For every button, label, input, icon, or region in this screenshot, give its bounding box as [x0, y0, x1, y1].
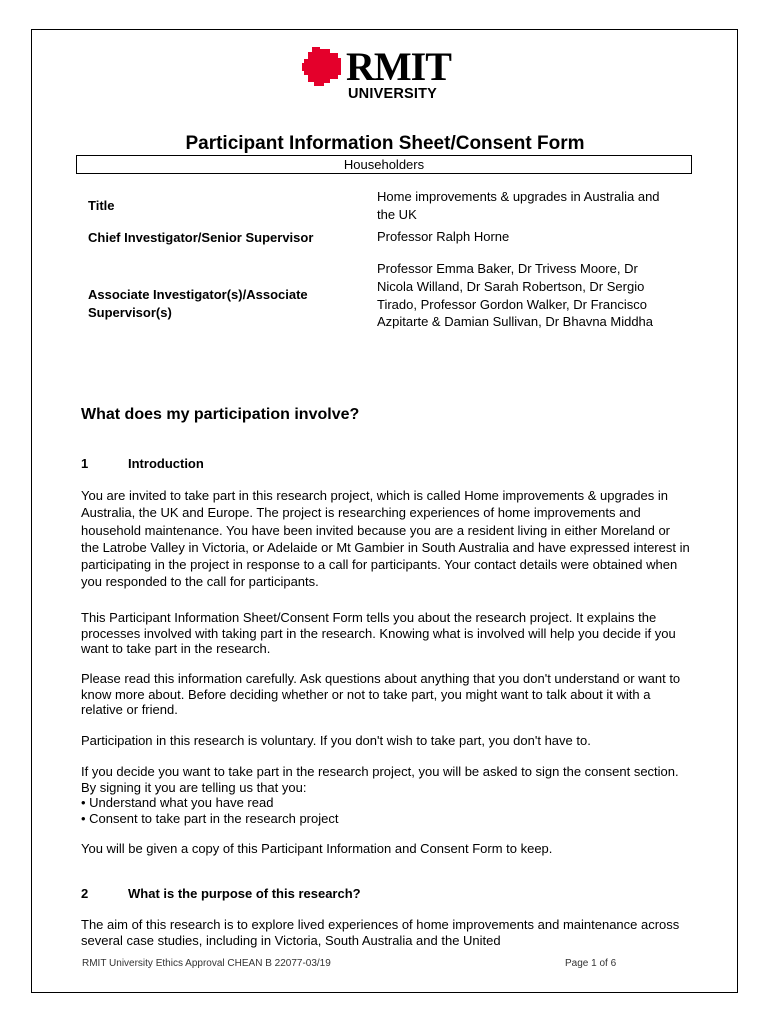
intro-paragraph-3: Please read this information carefully. Ask questions about anything that you don't understand or want to know more about. Before deciding whether or not to take part, you might want to talk about it with a relative or friend. [81, 671, 681, 717]
intro-paragraph-6: You will be given a copy of this Participant Information and Consent Form to keep. [81, 841, 553, 856]
intro-paragraph-1: You are invited to take part in this research project, which is called Home improvements & upgrades in Australia, the UK and Europe. The project is researching experiences of home improvements and household maintenance. You have been invited because you are a resident living in either Moreland or the Latrobe Valley in Victoria, or Adelaide or Mt Gambier in South Australia and have expressed interest in participating in the project in response to a call for participants. Your contact details were obtained when you responded to the call for participants. [81, 488, 690, 590]
intro-paragraph-4: Participation in this research is voluntary. If you don't wish to take part, you don't have to. [81, 733, 591, 748]
chief-investigator-value: Professor Ralph Horne [377, 229, 510, 244]
audience-subtitle: Householders [76, 155, 692, 174]
purpose-paragraph: The aim of this research is to explore lived experiences of home improvements and maintenance across several case studies, including in Victoria, South Australia and the United [81, 917, 680, 948]
associate-investigators-value: Professor Emma Baker, Dr Trivess Moore, Dr Nicola Willand, Dr Sarah Robertson, Dr Sergio Tirado, Professor Gordon Walker, Dr Francisco Azpitarte & Damian Sullivan, Dr Bhavna Middha [377, 261, 654, 330]
title-value: Home improvements & upgrades in Australia and the UK [377, 189, 660, 222]
logo-university: UNIVERSITY [348, 86, 438, 102]
section-2-title: What is the purpose of this research? [128, 886, 361, 901]
intro-paragraph-2: This Participant Information Sheet/Consent Form tells you about the research project. It explains the processes involved with taking part in the research. Knowing what is involved will help you decide if you want to take part in the research. [81, 610, 676, 656]
section-1-title: Introduction [128, 456, 204, 471]
consent-bullet-consent: • Consent to take part in the research project [81, 810, 339, 826]
consent-bullet-understand: • Understand what you have read [81, 795, 274, 810]
rmit-pixel-icon [302, 47, 344, 87]
page-number: Page 1 of 6 [565, 958, 617, 969]
participation-heading: What does my participation involve? [81, 406, 360, 423]
consent-lead-text: If you decide you want to take part in the research project, you will be asked to sign the consent section. By signing it you are telling us that you: [81, 764, 679, 795]
document-title: Participant Information Sheet/Consent Form [185, 133, 585, 154]
title-label: Title [88, 198, 115, 213]
chief-investigator-label: Chief Investigator/Senior Supervisor [88, 230, 314, 245]
intro-paragraph-5 [81, 764, 691, 826]
rmit-logo [302, 44, 462, 103]
associate-investigators-label: Associate Investigator(s)/Associate Supervisor(s) [88, 287, 308, 320]
section-2-number: 2 [81, 886, 89, 901]
section-1-number: 1 [81, 456, 89, 471]
logo-wordmark: RMIT [346, 44, 451, 89]
ethics-approval-footer: RMIT University Ethics Approval CHEAN B 22077-03/19 [82, 958, 331, 969]
